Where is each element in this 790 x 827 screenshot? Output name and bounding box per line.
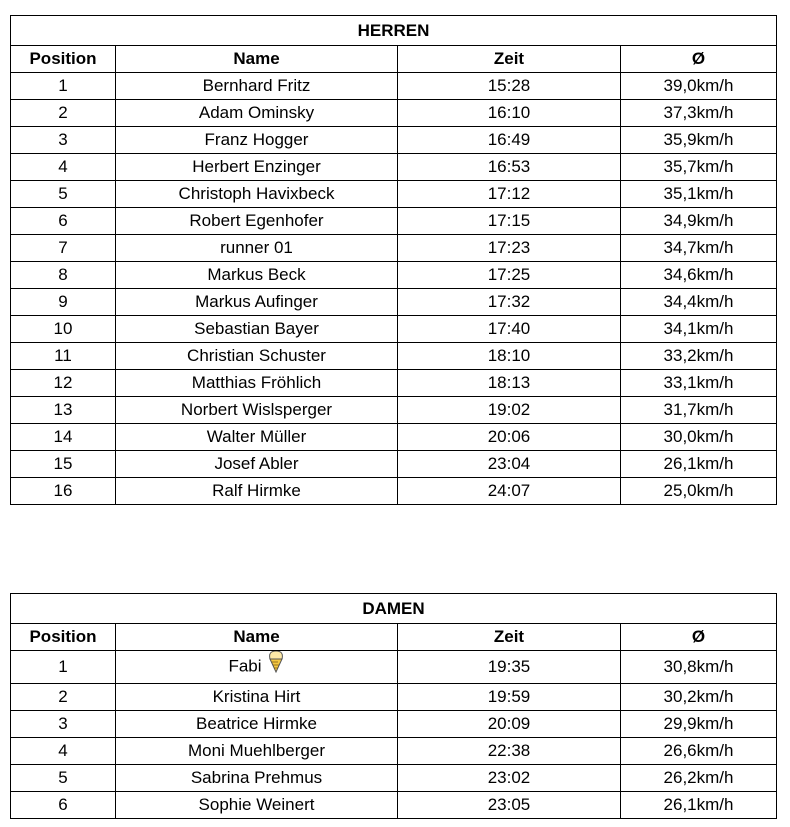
table-row [11,792,777,819]
cell-name [116,711,398,738]
table-row [11,738,777,765]
cell-name-text: Herbert Enzinger [192,157,321,176]
cell-time [398,792,621,819]
cell-name-text: Bernhard Fritz [202,76,311,95]
cell-time-text: 23:05 [487,795,531,814]
cell-position [11,738,116,765]
cell-time [398,370,621,397]
cell-time-text: 17:25 [487,265,531,284]
cell-avg-speed-text: 33,2km/h [663,346,734,365]
cell-name [116,127,398,154]
cell-time [398,262,621,289]
cell-name-text: Markus Beck [207,265,306,284]
cell-position-text: 3 [58,714,68,733]
cell-time [398,765,621,792]
cell-position-text: 12 [53,373,73,392]
cell-position-text: 4 [58,741,68,760]
cell-name-text: Sabrina Prehmus [190,768,323,787]
cell-position-text: 7 [58,238,68,257]
cell-time-text: 17:15 [487,211,531,230]
cell-avg-speed-text: 33,1km/h [663,373,734,392]
table-row [11,478,777,505]
cell-name-text: Markus Aufinger [195,292,318,311]
cell-name [116,181,398,208]
cell-position-text: 5 [58,768,68,787]
cell-name [116,316,398,343]
header-name: Name [116,46,398,73]
cell-avg-speed-text: 30,2km/h [663,687,734,706]
cell-name-text: Fabi [228,656,262,676]
table-row [11,651,777,684]
cell-avg-speed [621,451,777,478]
cell-time [398,235,621,262]
cell-position-text: 6 [58,211,68,230]
cell-name [116,792,398,819]
cell-name-text: Kristina Hirt [212,687,301,706]
cell-position [11,684,116,711]
table-row [11,316,777,343]
cell-name-text: Christoph Havixbeck [178,184,335,203]
cell-time-text: 16:10 [487,103,531,122]
cell-time-text: 22:38 [487,741,531,760]
cell-time [398,684,621,711]
cell-name-text: Norbert Wislsperger [180,400,333,419]
cell-position [11,100,116,127]
cell-name-text: Walter Müller [206,427,307,446]
cell-name-text: Sebastian Bayer [194,319,319,338]
cell-position [11,397,116,424]
cell-name-text: Ralf Hirmke [212,481,301,500]
cell-time [398,343,621,370]
cell-position [11,451,116,478]
cell-avg-speed-text: 39,0km/h [663,76,734,95]
cell-time-text: 19:02 [487,400,531,419]
cell-avg-speed [621,316,777,343]
cell-time-text: 18:13 [487,373,531,392]
cell-name-text: Beatrice Hirmke [196,714,317,733]
cell-avg-speed [621,792,777,819]
cell-time [398,181,621,208]
cell-time-text: 19:59 [487,687,531,706]
cell-avg-speed-text: 26,2km/h [663,768,734,787]
table-row [11,208,777,235]
header-avg-speed: Ø [621,46,777,73]
cell-name-text: Robert Egenhofer [189,211,324,230]
cell-position [11,289,116,316]
header-position: Position [11,624,116,651]
cell-time-text: 23:04 [487,454,531,473]
cell-time [398,451,621,478]
cell-avg-speed [621,684,777,711]
cell-avg-speed [621,343,777,370]
cell-position [11,765,116,792]
table-row [11,154,777,181]
cell-name [116,397,398,424]
cell-time-text: 17:40 [487,319,531,338]
cell-time-text: 15:28 [487,76,531,95]
cell-avg-speed-text: 31,7km/h [663,400,734,419]
cell-position-text: 15 [53,454,73,473]
cell-avg-speed [621,208,777,235]
cell-avg-speed-text: 26,6km/h [663,741,734,760]
cell-position [11,154,116,181]
table-title-row [11,594,777,624]
cell-avg-speed-text: 26,1km/h [663,795,734,814]
cell-avg-speed-text: 34,1km/h [663,319,734,338]
cell-time [398,478,621,505]
table-title-row [11,16,777,46]
cell-position-text: 1 [58,657,68,676]
cell-name-text: Adam Ominsky [198,103,315,122]
table-row [11,424,777,451]
cell-avg-speed-text: 26,1km/h [663,454,734,473]
cell-time-text: 18:10 [487,346,531,365]
cell-position-text: 4 [58,157,68,176]
cell-time [398,289,621,316]
cell-position-text: 6 [58,795,68,814]
cell-time-text: 20:06 [487,427,531,446]
cell-position-text: 2 [58,687,68,706]
header-row [11,46,777,73]
damen-results-table [10,593,777,819]
cell-name [116,100,398,127]
cell-avg-speed [621,711,777,738]
cell-avg-speed [621,100,777,127]
cell-avg-speed-text: 35,9km/h [663,130,734,149]
cell-avg-speed [621,478,777,505]
table-row [11,262,777,289]
table-title: HERREN [11,16,777,46]
cell-time-text: 16:49 [487,130,531,149]
cell-avg-speed-text: 34,4km/h [663,292,734,311]
cell-position [11,73,116,100]
cell-name-text: Sophie Weinert [198,795,315,814]
header-avg-speed: Ø [621,624,777,651]
cell-position [11,316,116,343]
cell-time [398,127,621,154]
cell-name [116,208,398,235]
cell-position-text: 9 [58,292,68,311]
cell-name-text: runner 01 [220,238,293,257]
ice-cream-icon [267,651,285,682]
cell-name [116,154,398,181]
cell-avg-speed-text: 35,7km/h [663,157,734,176]
cell-time [398,738,621,765]
cell-position-text: 13 [53,400,73,419]
cell-avg-speed-text: 35,1km/h [663,184,734,203]
cell-name-text: Christian Schuster [187,346,326,365]
cell-name [116,262,398,289]
cell-time [398,651,621,684]
table-row [11,343,777,370]
cell-time-text: 17:12 [487,184,531,203]
header-name: Name [116,624,398,651]
cell-name-text: Matthias Fröhlich [191,373,322,392]
cell-position [11,181,116,208]
cell-avg-speed [621,738,777,765]
cell-position [11,208,116,235]
cell-name [116,73,398,100]
table-row [11,100,777,127]
cell-avg-speed [621,397,777,424]
cell-time [398,208,621,235]
cell-avg-speed [621,370,777,397]
cell-avg-speed-text: 34,7km/h [663,238,734,257]
cell-avg-speed [621,73,777,100]
cell-position-text: 1 [58,76,68,95]
cell-name-text: Franz Hogger [204,130,309,149]
cell-time-text: 17:23 [487,238,531,257]
table-row [11,181,777,208]
cell-avg-speed [621,651,777,684]
cell-position-text: 8 [58,265,68,284]
table-row [11,397,777,424]
cell-time-text: 24:07 [487,481,531,500]
cell-position [11,370,116,397]
cell-name [116,289,398,316]
cell-avg-speed [621,424,777,451]
cell-name [116,738,398,765]
cell-avg-speed [621,181,777,208]
cell-position [11,262,116,289]
header-time: Zeit [398,46,621,73]
cell-position-text: 5 [58,184,68,203]
cell-avg-speed-text: 30,8km/h [663,657,734,676]
table-row [11,711,777,738]
cell-position [11,711,116,738]
cell-avg-speed-text: 30,0km/h [663,427,734,446]
cell-position-text: 16 [53,481,73,500]
cell-time-text: 17:32 [487,292,531,311]
cell-avg-speed-text: 37,3km/h [663,103,734,122]
cell-name [116,684,398,711]
table-row [11,370,777,397]
table-row [11,289,777,316]
table-row [11,684,777,711]
cell-position-text: 2 [58,103,68,122]
cell-avg-speed-text: 29,9km/h [663,714,734,733]
cell-name [116,424,398,451]
cell-position [11,651,116,684]
cell-name-text: Moni Muehlberger [187,741,325,760]
cell-avg-speed [621,127,777,154]
table-row [11,127,777,154]
table-row [11,235,777,262]
cell-avg-speed-text: 34,9km/h [663,211,734,230]
cell-time-text: 23:02 [487,768,531,787]
cell-time-text: 20:09 [487,714,531,733]
cell-time [398,424,621,451]
cell-time [398,73,621,100]
cell-time [398,100,621,127]
cell-position-text: 10 [53,319,73,338]
cell-time-text: 16:53 [487,157,531,176]
cell-time [398,154,621,181]
cell-position [11,343,116,370]
cell-position-text: 14 [53,427,73,446]
cell-avg-speed [621,289,777,316]
table-row [11,73,777,100]
table-row [11,765,777,792]
cell-name [116,451,398,478]
cell-avg-speed [621,235,777,262]
header-row [11,624,777,651]
cell-time-text: 19:35 [487,657,531,676]
cell-position [11,424,116,451]
herren-results-table [10,15,777,505]
cell-name [116,370,398,397]
cell-time [398,711,621,738]
cell-avg-speed-text: 25,0km/h [663,481,734,500]
cell-name [116,478,398,505]
table-title: DAMEN [11,594,777,624]
cell-name-text: Josef Abler [214,454,299,473]
cell-avg-speed [621,765,777,792]
cell-position [11,127,116,154]
cell-name [116,765,398,792]
table-row [11,451,777,478]
cell-time [398,397,621,424]
cell-position-text: 3 [58,130,68,149]
cell-avg-speed [621,154,777,181]
cell-name [116,651,398,684]
cell-position [11,235,116,262]
cell-position [11,792,116,819]
header-position: Position [11,46,116,73]
cell-name [116,343,398,370]
cell-avg-speed-text: 34,6km/h [663,265,734,284]
cell-name [116,235,398,262]
cell-position-text: 11 [54,346,72,365]
cell-position [11,478,116,505]
cell-time [398,316,621,343]
cell-avg-speed [621,262,777,289]
header-time: Zeit [398,624,621,651]
